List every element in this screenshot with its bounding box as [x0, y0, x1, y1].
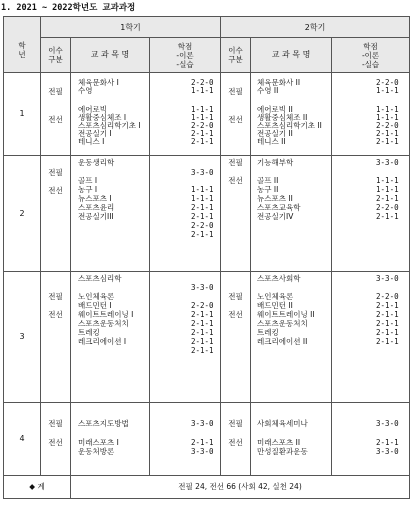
course-cell: 기능해부학 골프 II 농구 II 뉴스포츠 II 스포츠교육학 전공실기IV — [251, 156, 332, 271]
type-cell: 전필 전선 — [221, 72, 251, 156]
course-cell: 스포츠사회학 노인체육론 배드민턴 II 웨이트트레이닝 II 스포츠운동처치 트레킹 레크리에이션 II — [251, 271, 332, 402]
grade-number: 2 — [4, 156, 41, 271]
credit-cell: 3-3-0 2-2-0 2-1-1 2-1-1 2-1-1 2-1-1 2-1-1 — [150, 271, 221, 402]
credit-cell: 3-3-0 2-2-0 2-1-1 2-1-1 2-1-1 2-1-1 2-1-1 — [332, 271, 410, 402]
total-text: 전필 24, 전선 66 (사회 42, 실천 24) — [178, 481, 302, 491]
credit-cell: 2-2-0 1-1-1 1-1-1 1-1-1 2-2-0 2-1-1 2-1-1 — [332, 72, 410, 156]
curriculum-table — [3, 16, 410, 499]
type-cell: 전필 전선 — [41, 402, 71, 475]
total-label: 계 — [37, 481, 45, 491]
course-cell: 스포츠지도방법 미래스포츠 I 운동처방론 — [71, 402, 150, 475]
type-cell: 전필 전선 — [41, 156, 71, 271]
semester-2-header: 2학기 — [221, 17, 410, 38]
credit-header-s2: 학점 -이론 -실습 — [332, 38, 410, 72]
course-cell: 스포츠심리학 노인체육론 배드민턴 I 웨이트트레이닝 I 스포츠운동처치 트레킹 레크리에이션 I — [71, 271, 150, 402]
type-cell: 전필 전선 — [221, 402, 251, 475]
grade-number: 1 — [4, 72, 41, 156]
type-cell: 전필 전선 — [221, 156, 251, 271]
course-cell: 사회체육세미나 미래스포츠 II 만성질환과운동 — [251, 402, 332, 475]
course-header-s2: 교 과 목 명 — [251, 38, 332, 72]
total-label-cell — [4, 475, 71, 498]
course-header-s1: 교 과 목 명 — [71, 38, 150, 72]
credit-cell: 3-3-0 2-1-1 3-3-0 — [332, 402, 410, 475]
type-header-s2: 이수 구분 — [221, 38, 251, 72]
bullet-icon: ◆ — [29, 481, 36, 491]
course-cell: 체육문화사 I 수영 에어로빅 생활중심체조 I 스포츠심리학기초 I 전공실기 I 테니스 I — [71, 72, 150, 156]
grade-header: 학 년 — [4, 17, 41, 73]
course-cell: 체육문화사 II 수영 II 에어로빅 II 생활중심체조 II 스포츠심리학기초 II 전공실기 II 테니스 II — [251, 72, 332, 156]
credit-cell: 3-3-0 2-1-1 3-3-0 — [150, 402, 221, 475]
type-cell: 전필 전선 — [41, 271, 71, 402]
grade-number: 3 — [4, 271, 41, 402]
semester-1-header: 1학기 — [41, 17, 221, 38]
type-cell: 전필 전선 — [41, 72, 71, 156]
type-header-s1: 이수 구분 — [41, 38, 71, 72]
credit-cell: 3-3-0 1-1-1 1-1-1 2-1-1 2-2-0 2-1-1 — [332, 156, 410, 271]
credit-header-s1: 학점 -이론 -실습 — [150, 38, 221, 72]
grade-number: 4 — [4, 402, 41, 475]
type-cell: 전필 전선 — [221, 271, 251, 402]
credit-cell: 2-2-0 1-1-1 1-1-1 1-1-1 2-2-0 2-1-1 2-1-1 — [150, 72, 221, 156]
course-cell: 운동생리학 골프 I 농구 I 뉴스포츠 I 스포츠윤리 전공실기III — [71, 156, 150, 271]
credit-cell: 3-3-0 1-1-1 1-1-1 2-1-1 2-1-1 2-2-0 2-1-1 — [150, 156, 221, 271]
total-value-cell — [71, 475, 410, 498]
page-title: 1. 2021 ~ 2022학년도 교과과정 — [1, 3, 136, 13]
